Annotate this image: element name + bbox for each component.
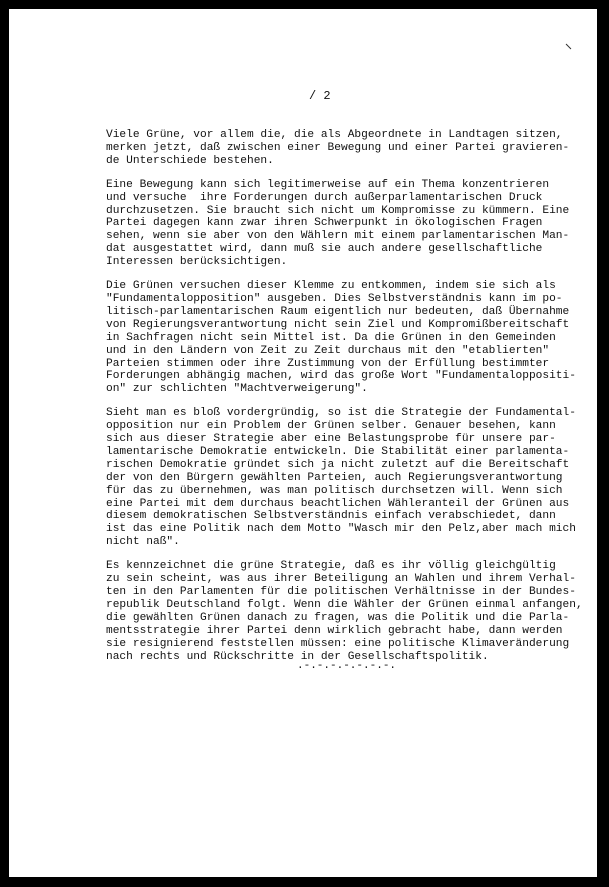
end-separator: .-.-.-.-.-.-.-. <box>297 660 397 672</box>
text-line: nach rechts und Rückschritte in der Gesellschaftspolitik. <box>106 650 489 663</box>
paragraph <box>106 407 582 549</box>
text-line: und versuche ihre Forderungen durch außerparlamentarischen Druck <box>106 191 543 204</box>
text-line: eine Partei mit dem durchaus beachtlichen Wähleranteil der Grünen aus <box>106 497 570 510</box>
text-line: dat ausgestattet wird, dann muß sie auch andere gesellschaftliche <box>106 243 543 256</box>
text-line: Eine Bewegung kann sich legitimerweise auf ein Thema konzentrieren <box>106 178 550 191</box>
text-line: ist das eine Politik nach dem Motto "Wasch mir den Pelz,aber mach mich <box>106 523 576 536</box>
text-line: Parteien stimmen oder ihre Zustimmung von der Erfüllung bestimmter <box>106 357 550 370</box>
text-line: mentsstrategie ihrer Partei denn wirklich gebracht habe, dann werden <box>106 624 563 637</box>
text-line: Interessen berücksichtigen. <box>106 256 288 269</box>
corner-tick-mark <box>566 44 572 50</box>
text-line: lamentarische Demokratie entwickeln. Die Stabilität einer parlamenta- <box>106 445 570 458</box>
text-line: Forderungen abhängig machen, wird das große Wort "Fundamentaloppositi- <box>106 370 576 383</box>
text-line: litisch-parlamentarischen Raum eigentlich nur bedeuten, daß Übernahme <box>106 305 570 318</box>
text-line: in Sachfragen nicht sein Mittel ist. Da die Grünen in den Gemeinden <box>106 331 556 344</box>
text-line: on" zur schlichten "Machtverweigerung". <box>106 383 368 396</box>
paragraph <box>106 179 582 269</box>
text-line: "Fundamentalopposition" ausgeben. Dies Selbstverständnis kann im po- <box>106 292 563 305</box>
text-line: de Unterschiede bestehen. <box>106 154 274 167</box>
text-line: ten in den Parlamenten für die politischen Verhältnisse in der Bundes- <box>106 586 576 598</box>
document-page <box>9 9 597 877</box>
text-line: republik Deutschland folgt. Wenn die Wähler der Grünen einmal anfangen, <box>106 598 583 611</box>
body-text <box>106 129 582 674</box>
paragraph <box>106 280 582 396</box>
text-line: von Regierungsverantwortung nicht sein Ziel und Kompromißbereitschaft <box>106 318 570 331</box>
text-line: und in den Ländern von Zeit zu Zeit durchaus mit den "etablierten" <box>106 344 550 357</box>
text-line: Die Grünen versuchen dieser Klemme zu entkommen, indem sie sich als <box>106 280 556 293</box>
page-number: / 2 <box>309 89 331 103</box>
text-line: Sieht man es bloß vordergründig, so ist die Strategie der Fundamental- <box>106 407 576 420</box>
text-line: merken jetzt, daß zwischen einer Bewegung und einer Partei gravieren- <box>106 141 570 154</box>
text-line: der von den Bürgern gewählten Parteien, auch Regierungsverantwortung <box>106 471 563 484</box>
text-line: Viele Grüne, vor allem die, die als Abgeordnete in Landtagen sitzen, <box>106 129 563 141</box>
paragraph <box>106 560 582 663</box>
text-line: opposition nur ein Problem der Grünen selber. Genauer besehen, kann <box>106 420 556 433</box>
text-line: sich aus dieser Strategie aber eine Belastungsprobe für unsere par- <box>106 433 556 446</box>
text-line: Es kennzeichnet die grüne Strategie, daß es ihr völlig gleichgültig <box>106 560 556 573</box>
text-line: für das zu übernehmen, was man politisch durchsetzen will. Wenn sich <box>106 484 563 497</box>
text-line: durchzusetzen. Sie braucht sich nicht um Kompromisse zu kümmern. Eine <box>106 204 570 217</box>
text-line: nicht naß". <box>106 536 180 549</box>
text-line: die gewählten Grünen danach zu fragen, was die Politik und die Parla- <box>106 611 570 624</box>
paragraph <box>106 129 582 168</box>
text-line: sie resignierend feststellen müssen: eine politische Klimaveränderung <box>106 637 570 650</box>
text-line: zu sein scheint, was aus ihrer Beteiligung an Wahlen und ihrem Verhal- <box>106 573 576 586</box>
text-line: diesem demokratischen Selbstverständnis einfach verabschiedet, dann <box>106 510 556 523</box>
text-line: Partei dagegen kann zwar ihren Schwerpunkt in ökologischen Fragen <box>106 217 543 230</box>
text-line: sehen, wenn sie aber von den Wählern mit einem parlamentarischen Man- <box>106 230 570 243</box>
text-line: rischen Demokratie gründet sich ja nicht zuletzt auf die Bereitschaft <box>106 458 570 471</box>
